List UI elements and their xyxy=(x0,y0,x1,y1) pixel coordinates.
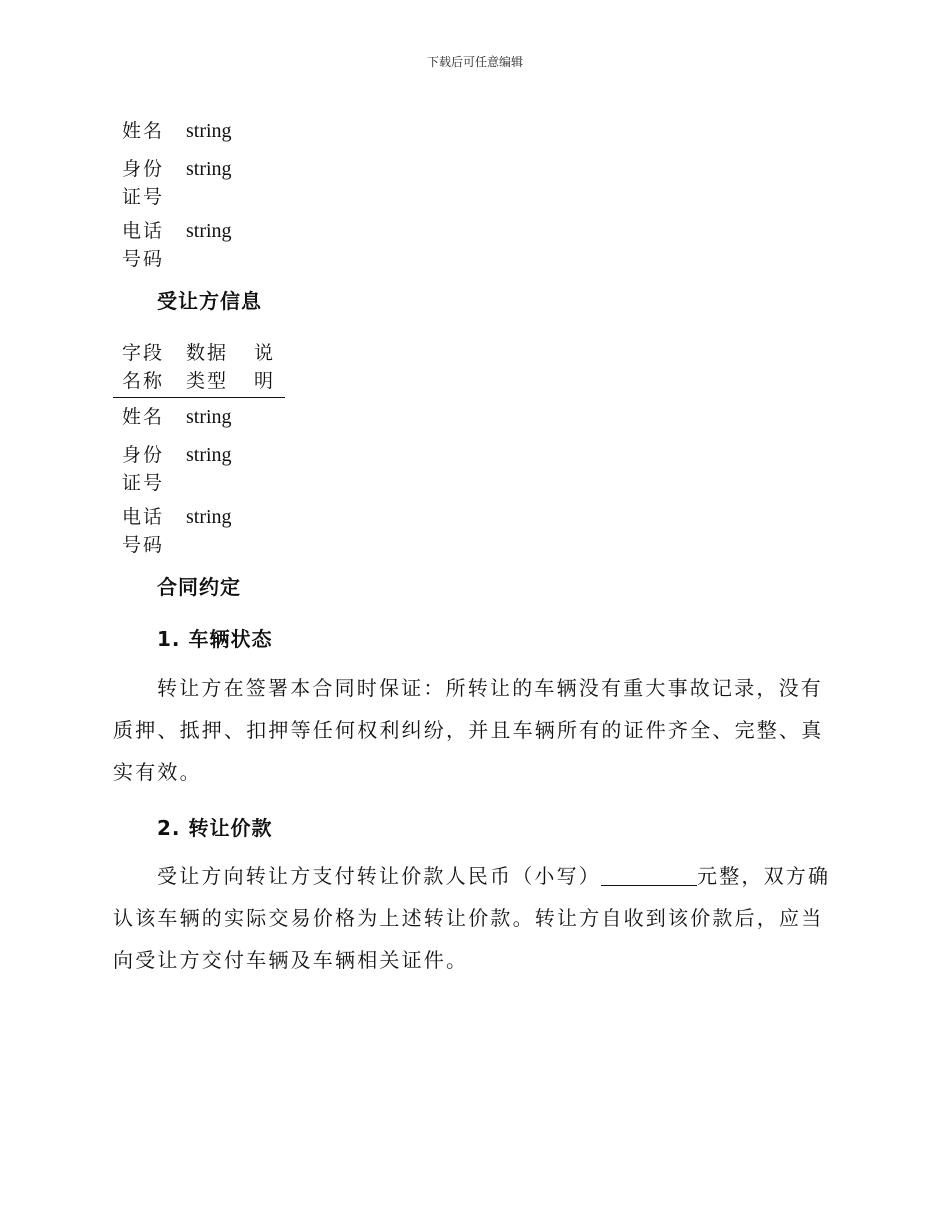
column-header: 说明 xyxy=(254,342,274,392)
field-type: string xyxy=(186,220,232,242)
column-header: 字段名称 xyxy=(122,342,165,392)
section2-text-after: 元整，双方确认该车辆的实际交易价格为上述转让价款。转让方自收到该价款后，应当向受让方交付车辆及车辆相关证件。 xyxy=(113,864,831,972)
field-type: string xyxy=(186,506,232,528)
field-type: string xyxy=(186,158,232,180)
column-header: 数据类型 xyxy=(186,342,229,392)
field-type: string xyxy=(186,120,232,142)
field-name: 姓名 xyxy=(122,120,165,142)
field-name: 姓名 xyxy=(122,406,165,428)
field-name: 身份证号 xyxy=(122,444,165,494)
table-header-rule xyxy=(113,397,285,398)
field-name: 电话号码 xyxy=(122,220,165,270)
contract-heading: 合同约定 xyxy=(157,575,241,599)
section2-heading: 2. 转让价款 xyxy=(157,816,273,840)
amount-blank xyxy=(601,863,697,886)
section2-paragraph xyxy=(113,855,833,981)
field-type: string xyxy=(186,444,232,466)
field-type: string xyxy=(186,406,232,428)
section1-heading: 1. 车辆状态 xyxy=(157,627,273,651)
transferee-heading: 受让方信息 xyxy=(157,289,262,313)
section2-text-before: 受让方向转让方支付转让价款人民币（小写） xyxy=(157,864,601,888)
page-header: 下载后可任意编辑 xyxy=(426,55,523,69)
section1-paragraph: 转让方在签署本合同时保证：所转让的车辆没有重大事故记录，没有质押、抵押、扣押等任何权利纠纷，并且车辆所有的证件齐全、完整、真实有效。 xyxy=(113,676,824,784)
field-name: 身份证号 xyxy=(122,158,165,208)
field-name: 电话号码 xyxy=(122,506,165,556)
